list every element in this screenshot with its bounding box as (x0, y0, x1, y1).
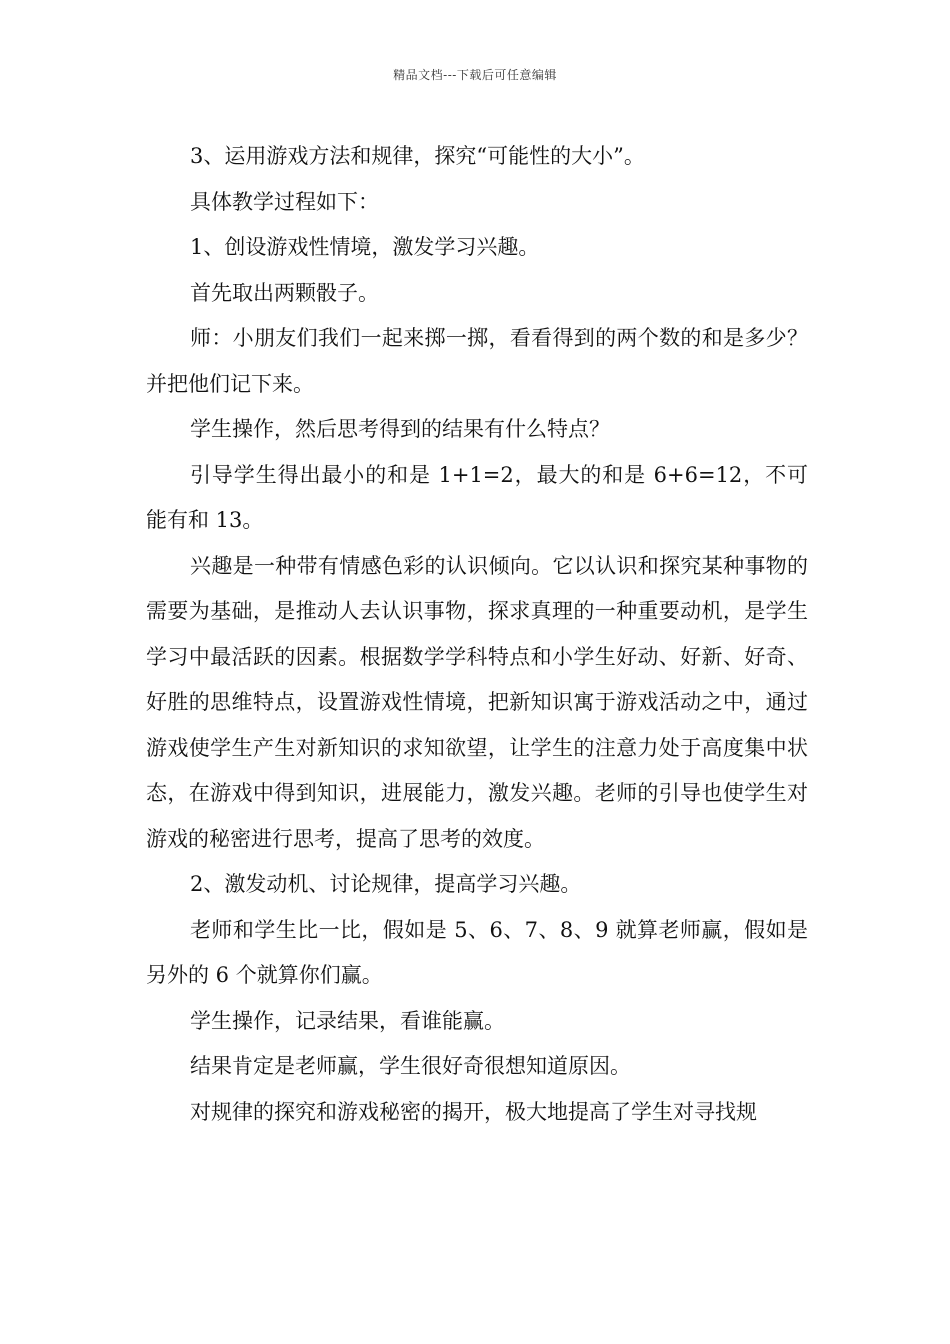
paragraph-result: 结果肯定是老师赢，学生很好奇很想知道原因。 (190, 1054, 631, 1078)
paragraph-teacher-prompt: 师：小朋友们我们一起来掷一掷，看看得到的两个数的和是多少？并把他们记下来。 (146, 326, 808, 396)
paragraph-rule-explore: 对规律的探究和游戏秘密的揭开，极大地提高了学生对寻找规 (190, 1099, 757, 1124)
paragraph-compete: 老师和学生比一比，假如是 5、6、7、8、9 就算老师赢，假如是另外的 6 个就算你们赢。 (146, 917, 808, 987)
paragraph-process-intro: 具体教学过程如下： (190, 189, 379, 214)
paragraph-step-2: 2、激发动机、讨论规律，提高学习兴趣。 (190, 872, 582, 896)
paragraph-guide-sum: 引导学生得出最小的和是 1+1=2，最大的和是 6+6=12，不可能有和 13。 (146, 462, 808, 532)
paragraph-step-1: 1、创设游戏性情境，激发学习兴趣。 (190, 235, 540, 259)
page-header: 精品文档---下载后可任意编辑 (393, 68, 557, 82)
paragraph-step-3: 3、运用游戏方法和规律，探究“可能性的大小”。 (190, 144, 645, 168)
paragraph-student-operate: 学生操作，然后思考得到的结果有什么特点？ (190, 417, 610, 441)
paragraph-record: 学生操作，记录结果，看谁能赢。 (190, 1008, 505, 1033)
document-body (146, 134, 808, 1135)
paragraph-dice: 首先取出两颗骰子。 (190, 280, 379, 305)
paragraph-interest-analysis: 兴趣是一种带有情感色彩的认识倾向。它以认识和探究某种事物的需要为基础，是推动人去认识事物，探求真理的一种重要动机，是学生学习中最活跃的因素。根据数学学科特点和小学生好动、好新、好奇、好胜的思维特点，设置游戏性情境，把新知识寓于游戏活动之中，通过游戏使学生产生对新知识的求知欲望，让学生的注意力处于高度集中状态，在游戏中得到知识，进展能力，激发兴趣。老师的引导也使学生对游戏的秘密进行思考，提高了思考的效度。 (146, 553, 808, 851)
